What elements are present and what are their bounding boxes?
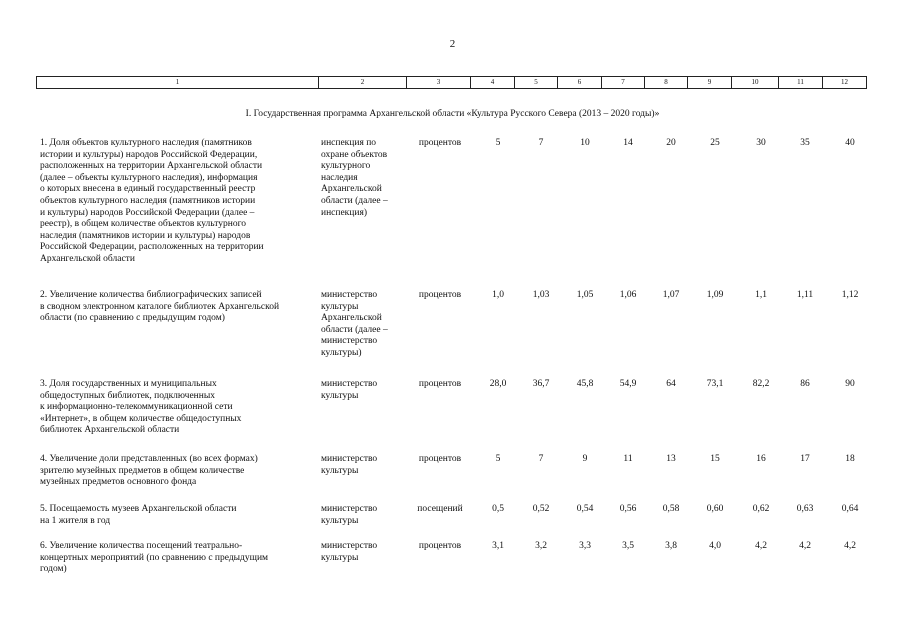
indicator-name: 3. Доля государственных и муниципальных общедоступных библиотек, подключенных к информационно-телекоммуникационной сети «Интернет», в общем количестве общедоступных библиотек Архангельской области [40,379,242,436]
value-cell: 20 [666,138,676,148]
header-cell: 3 [407,77,471,89]
responsible-body: министерство культуры [321,454,378,476]
indicator-name: 6. Увеличение количества посещений театрально- концертных мероприятий (по сравнению с предыдущим годом) [40,541,269,575]
value-cell: 28,0 [489,379,507,389]
value-cell: 14 [623,138,633,148]
header-cell: 9 [688,77,732,89]
header-cell: 12 [823,77,867,89]
value-cell: 1,05 [576,290,594,300]
value-cell: 1,11 [796,290,814,300]
value-cell: 86 [800,379,810,389]
header-cell: 5 [515,77,558,89]
responsible-body: инспекция по охране объектов культурного наследия Архангельской области (далее – инспекция) [321,138,388,218]
unit: посещений [417,504,463,514]
value-cell: 0,63 [796,504,814,514]
value-cell: 90 [845,379,855,389]
header-cell: 4 [471,77,515,89]
indicator-name: 5. Посещаемость музеев Архангельской области на 1 жителя в год [40,504,237,526]
header-cell: 7 [602,77,645,89]
header-cell: 2 [319,77,407,89]
value-cell: 4,2 [755,541,767,551]
value-cell: 16 [756,454,766,464]
value-cell: 40 [845,138,855,148]
unit: процентов [418,290,462,300]
value-cell: 10 [580,138,590,148]
value-cell: 15 [710,454,720,464]
responsible-body: министерство культуры Архангельской области (далее – министерство культуры) [321,290,388,358]
value-cell: 5 [495,454,501,464]
value-cell: 1,12 [841,290,859,300]
value-cell: 11 [623,454,633,464]
unit: процентов [418,541,462,551]
value-cell: 17 [800,454,810,464]
page-number: 2 [449,38,456,50]
value-cell: 4,2 [799,541,811,551]
value-cell: 7 [538,454,544,464]
value-cell: 1,06 [619,290,637,300]
unit: процентов [418,138,462,148]
unit: процентов [418,379,462,389]
section-title: I. Государственная программа Архангельской области «Культура Русского Севера (2013 – 2020 годы)» [245,109,660,119]
value-cell: 0,54 [576,504,594,514]
value-cell: 45,8 [576,379,594,389]
header-cell: 8 [645,77,688,89]
value-cell: 3,2 [535,541,547,551]
value-cell: 4,0 [709,541,721,551]
indicator-name: 4. Увеличение доли представленных (во всех формах) зрителю музейных предметов в общем количестве музейных предметов основного фонда [40,454,258,488]
value-cell: 0,64 [841,504,859,514]
header-cell: 1 [37,77,319,89]
unit: процентов [418,454,462,464]
value-cell: 30 [756,138,766,148]
value-cell: 0,56 [619,504,637,514]
value-cell: 1,07 [662,290,680,300]
value-cell: 0,5 [492,504,504,514]
responsible-body: министерство культуры [321,504,378,526]
value-cell: 18 [845,454,855,464]
value-cell: 4,2 [844,541,856,551]
header-cell: 11 [779,77,823,89]
value-cell: 3,1 [492,541,504,551]
value-cell: 25 [710,138,720,148]
value-cell: 0,60 [706,504,724,514]
header-cell: 6 [558,77,602,89]
value-cell: 0,62 [752,504,770,514]
value-cell: 5 [495,138,501,148]
value-cell: 1,09 [706,290,724,300]
value-cell: 1,03 [532,290,550,300]
value-cell: 3,3 [579,541,591,551]
value-cell: 73,1 [706,379,724,389]
value-cell: 35 [800,138,810,148]
column-number-header [36,76,867,89]
indicator-name: 1. Доля объектов культурного наследия (памятников истории и культуры) народов Российской Федерации, расположенных на территории Архангельской области (далее – объекты культурного наследия), информация о которых внесена в единый государственный реестр объектов культурного наследия (памятников истории и культуры) народов Российской Федерации (далее – реестр), в общем количестве объектов культурного наследия (памятников истории и культуры) народов Российской Федерации, расположенных на территории Архангельской области [40,138,264,264]
value-cell: 7 [538,138,544,148]
indicator-name: 2. Увеличение количества библиографических записей в сводном электронном каталоге библиотек Архангельской области (по сравнению с предыдущим годом) [40,290,280,324]
value-cell: 82,2 [752,379,770,389]
value-cell: 0,58 [662,504,680,514]
responsible-body: министерство культуры [321,541,378,563]
value-cell: 1,1 [755,290,767,300]
value-cell: 3,8 [665,541,677,551]
value-cell: 9 [582,454,588,464]
responsible-body: министерство культуры [321,379,378,401]
header-cell: 10 [732,77,779,89]
value-cell: 3,5 [622,541,634,551]
value-cell: 13 [666,454,676,464]
value-cell: 64 [666,379,676,389]
value-cell: 1,0 [492,290,504,300]
value-cell: 36,7 [532,379,550,389]
value-cell: 0,52 [532,504,550,514]
value-cell: 54,9 [619,379,637,389]
